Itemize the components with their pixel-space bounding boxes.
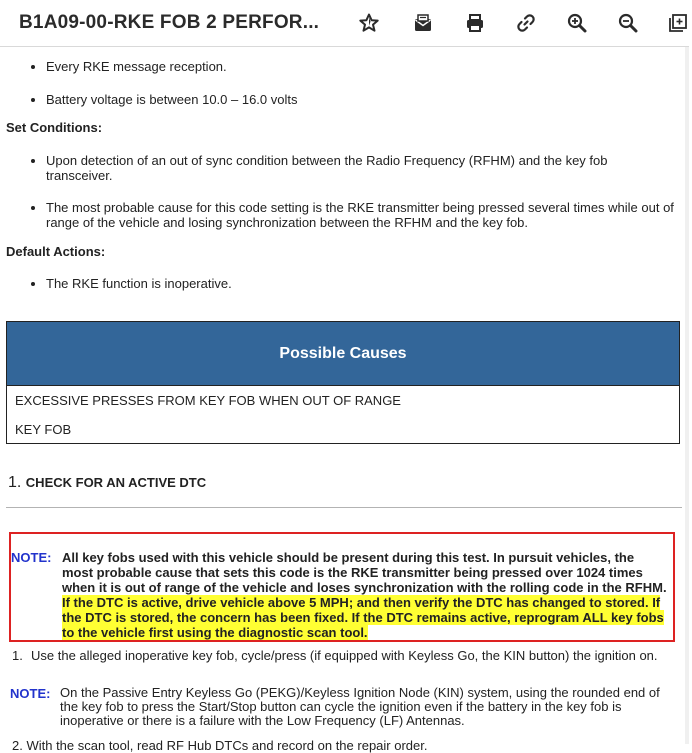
new-window-icon	[668, 13, 688, 33]
document-header	[0, 0, 689, 47]
print-button[interactable]	[461, 9, 489, 37]
new-window-button[interactable]	[664, 9, 692, 37]
list-item: Every RKE message reception.	[46, 59, 677, 74]
list-item: The most probable cause for this code setting is the RKE transmitter being pressed several times while out of range of the vehicle and losing synchronization between the RFHM and the key fob.	[46, 200, 677, 230]
step-heading	[8, 474, 206, 492]
list-item: The RKE function is inoperative.	[46, 276, 677, 291]
page-title: B1A09-00-RKE FOB 2 PERFOR...	[19, 12, 320, 33]
list-item: Battery voltage is between 10.0 – 16.0 volts	[46, 92, 677, 107]
step-number: 1.	[8, 474, 22, 491]
substep-text: Use the alleged inoperative key fob, cycle/press (if equipped with Keyless Go, the KIN button) the ignition on.	[31, 648, 658, 663]
possible-causes-table	[6, 321, 680, 444]
link-button[interactable]	[512, 9, 540, 37]
note-text-highlight: If the DTC is active, drive vehicle above 5 MPH; and then verify the DTC has changed to stored. If the DTC is stored, the concern has been fixed. If the DTC remains active, reprogram ALL key fobs to the vehicle first using the diagnostic scan tool.	[62, 595, 664, 640]
highlighted-note-box	[9, 532, 675, 642]
email-button[interactable]	[409, 9, 437, 37]
zoom-out-icon	[618, 13, 638, 33]
vertical-scrollbar[interactable]	[685, 47, 689, 744]
table-row: KEY FOB	[15, 422, 72, 437]
print-icon	[465, 13, 485, 33]
zoom-in-icon	[567, 13, 587, 33]
note-text: On the Passive Entry Keyless Go (PEKG)/Keyless Ignition Node (KIN) system, using the rounded end of the key fob to press the Start/Stop button can cycle the ignition even if the battery in the key fob is inoperative or there is a failure with the Low Frequency (LF) Antennas.	[60, 685, 660, 728]
substep-number: 1.	[12, 648, 23, 663]
note-label: NOTE:	[10, 686, 51, 701]
link-icon	[516, 13, 536, 33]
favorite-button[interactable]	[355, 9, 383, 37]
default-actions-heading: Default Actions:	[6, 244, 106, 259]
favorite-icon	[359, 13, 379, 33]
step-title: CHECK FOR AN ACTIVE DTC	[25, 475, 207, 490]
set-conditions-heading: Set Conditions:	[6, 120, 103, 135]
zoom-out-button[interactable]	[614, 9, 642, 37]
substep-partial: 2. With the scan tool, read RF Hub DTCs and record on the repair order.	[12, 738, 428, 753]
zoom-in-button[interactable]	[563, 9, 591, 37]
note-text	[62, 550, 668, 640]
table-row: EXCESSIVE PRESSES FROM KEY FOB WHEN OUT OF RANGE	[15, 393, 401, 408]
note-text-plain: All key fobs used with this vehicle should be present during this test. In pursuit vehicles, the most probable cause that sets this code is the RKE transmitter being pressed over 1024 times when it is out of range of the vehicle and loses synchronization with the rolling code in the RFHM.	[62, 550, 667, 595]
possible-causes-header: Possible Causes	[7, 322, 679, 386]
email-icon	[413, 13, 433, 33]
note-label: NOTE:	[11, 550, 52, 565]
divider	[6, 507, 682, 508]
list-item: Upon detection of an out of sync condition between the Radio Frequency (RFHM) and the key fob transceiver.	[46, 153, 677, 183]
